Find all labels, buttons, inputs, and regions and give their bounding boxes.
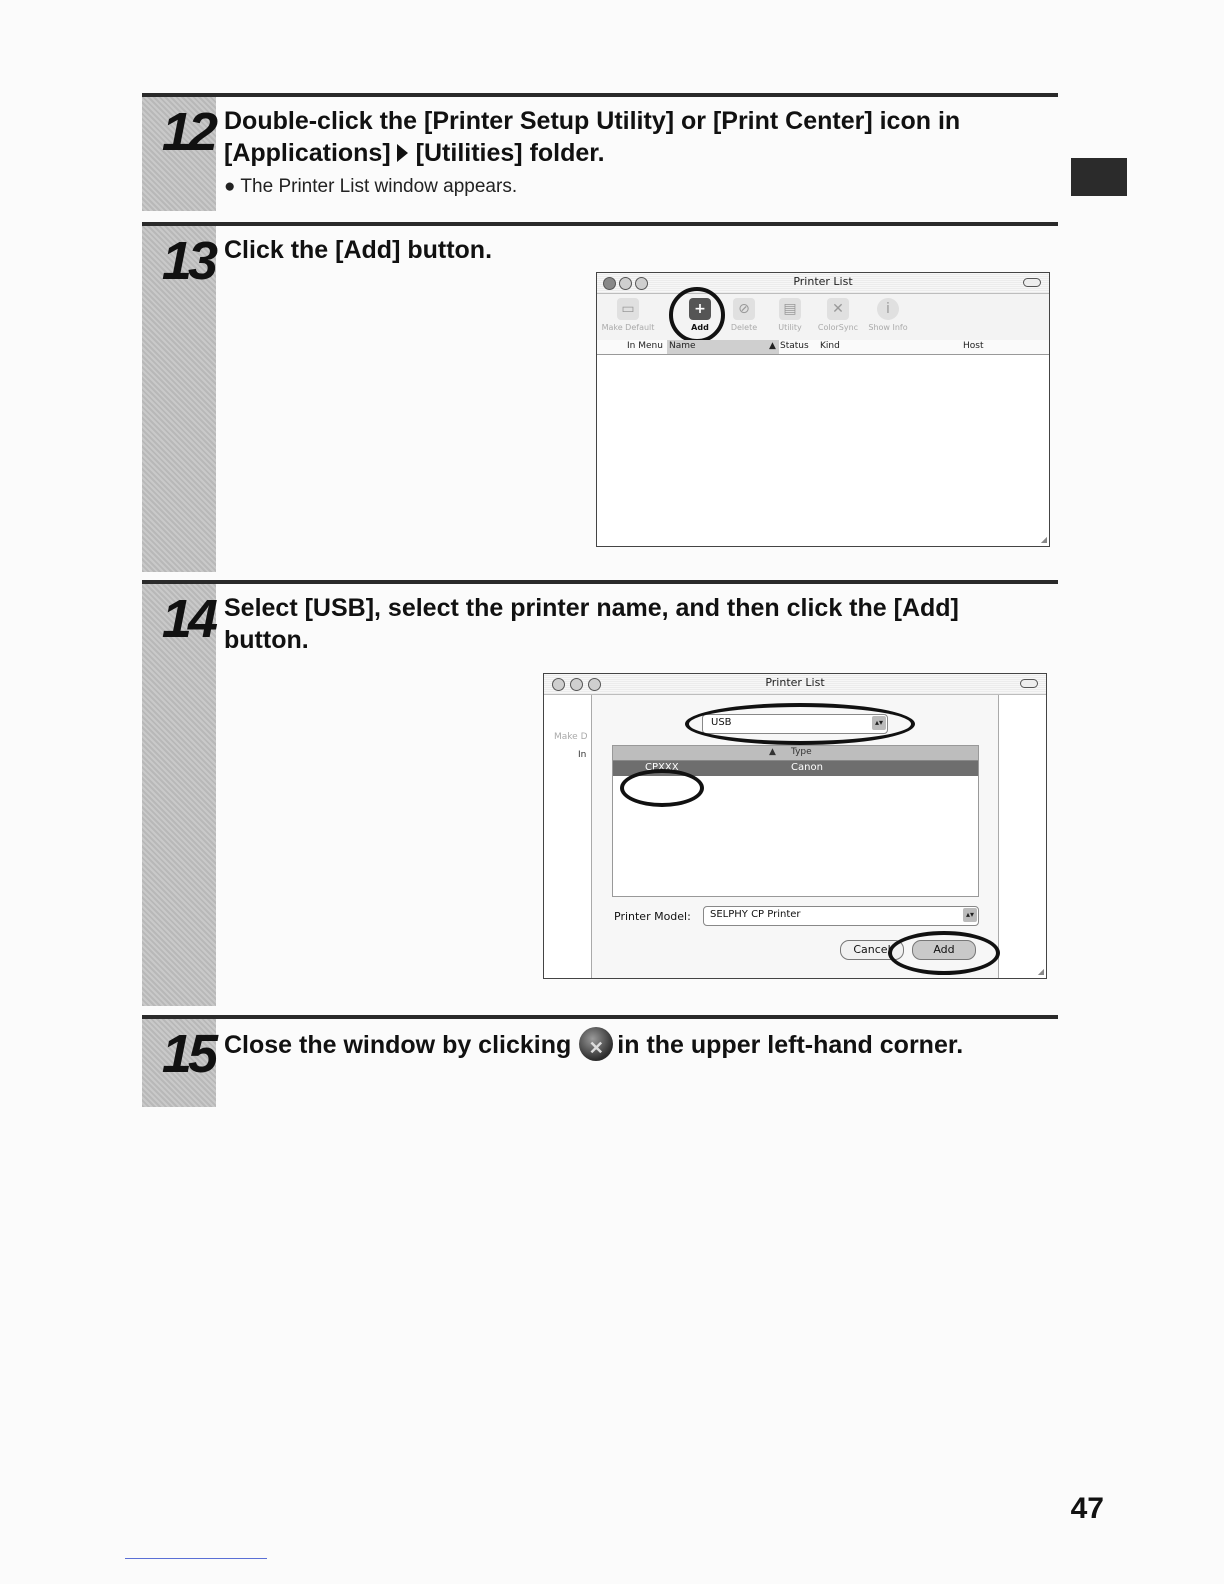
chapter-tab xyxy=(1071,158,1127,196)
printer-model-select[interactable]: SELPHY CP Printer ▴▾ xyxy=(703,906,979,926)
add-button[interactable]: Add xyxy=(912,940,976,960)
highlight-ring xyxy=(685,703,915,745)
toolbar-toggle-icon[interactable] xyxy=(1020,679,1038,688)
column-header xyxy=(597,340,1049,355)
column-host[interactable]: Host xyxy=(963,341,984,351)
make-default-button[interactable]: ▭ Make Default xyxy=(599,298,657,332)
highlight-ring xyxy=(888,931,1000,975)
column-kind[interactable]: Kind xyxy=(820,341,840,351)
footer-line xyxy=(125,1558,267,1559)
sort-asc-icon: ▲ xyxy=(769,341,776,351)
title-bar[interactable] xyxy=(597,273,1049,294)
printer-list[interactable] xyxy=(612,745,979,897)
title-bar[interactable] xyxy=(544,674,1046,695)
arrow-right-icon xyxy=(397,144,408,162)
background-make-default: Make D xyxy=(554,732,588,742)
step-number: 14 xyxy=(161,589,214,649)
add-printer-sheet xyxy=(591,695,999,978)
resize-handle-icon[interactable]: ◢ xyxy=(1037,967,1044,976)
utility-button[interactable]: ▤ Utility xyxy=(761,298,819,332)
colorsync-button[interactable]: ✕ ColorSync xyxy=(809,298,867,332)
popup-arrows-icon: ▴▾ xyxy=(963,908,977,922)
step-heading: Double-click the [Printer Setup Utility] or [Print Center] icon in [Applications] [Utilities] folder. xyxy=(224,107,961,167)
column-type[interactable]: Type xyxy=(791,747,812,757)
step-number: 15 xyxy=(161,1024,214,1084)
product-type: Canon xyxy=(791,762,823,773)
window-title: Printer List xyxy=(765,676,825,689)
step-bullet: ● The Printer List window appears. xyxy=(224,176,518,197)
highlight-ring xyxy=(620,769,704,807)
printer-list-window xyxy=(596,272,1050,547)
step-number: 12 xyxy=(161,102,214,162)
list-header xyxy=(613,746,978,761)
utility-icon: ▤ xyxy=(779,298,801,320)
column-status[interactable]: Status xyxy=(780,341,809,351)
step-heading: Close the window by clicking✕ in the upper left-hand corner. xyxy=(224,1027,1044,1061)
add-button[interactable]: + Add xyxy=(671,298,729,332)
column-name[interactable]: Name xyxy=(669,341,696,351)
step-15 xyxy=(142,1015,1058,1107)
colorsync-icon: ✕ xyxy=(827,298,849,320)
printer-icon: ▭ xyxy=(617,298,639,320)
window-title: Printer List xyxy=(793,275,853,288)
step-heading: Select [USB], select the printer name, and then click the [Add] button. xyxy=(224,594,959,654)
background-in-menu: In xyxy=(578,750,587,760)
step-heading: Click the [Add] button. xyxy=(224,236,493,264)
highlight-ring xyxy=(669,287,725,343)
connection-select[interactable]: USB ▴▾ xyxy=(702,714,888,734)
printer-list-window-add-sheet xyxy=(543,673,1047,979)
toolbar-toggle-icon[interactable] xyxy=(1023,278,1041,287)
step-12 xyxy=(142,93,1058,211)
popup-arrows-icon: ▴▾ xyxy=(872,716,886,730)
resize-handle-icon[interactable]: ◢ xyxy=(1040,535,1047,544)
column-in-menu[interactable]: In Menu xyxy=(627,341,663,351)
page-number: 47 xyxy=(1070,1492,1104,1525)
toolbar xyxy=(597,294,1049,341)
sort-asc-icon: ▲ xyxy=(769,747,776,757)
printer-model-label: Printer Model: xyxy=(614,910,691,923)
cancel-button[interactable]: Cancel xyxy=(840,940,904,960)
info-icon: i xyxy=(877,298,899,320)
close-button-icon xyxy=(579,1027,613,1061)
product-name: CPXXX xyxy=(645,762,679,773)
printer-list-body[interactable] xyxy=(597,355,1049,546)
delete-button[interactable]: ⊘ Delete xyxy=(715,298,773,332)
add-printer-icon: + xyxy=(689,298,711,320)
show-info-button[interactable]: i Show Info xyxy=(859,298,917,332)
step-number: 13 xyxy=(161,231,214,291)
delete-icon: ⊘ xyxy=(733,298,755,320)
